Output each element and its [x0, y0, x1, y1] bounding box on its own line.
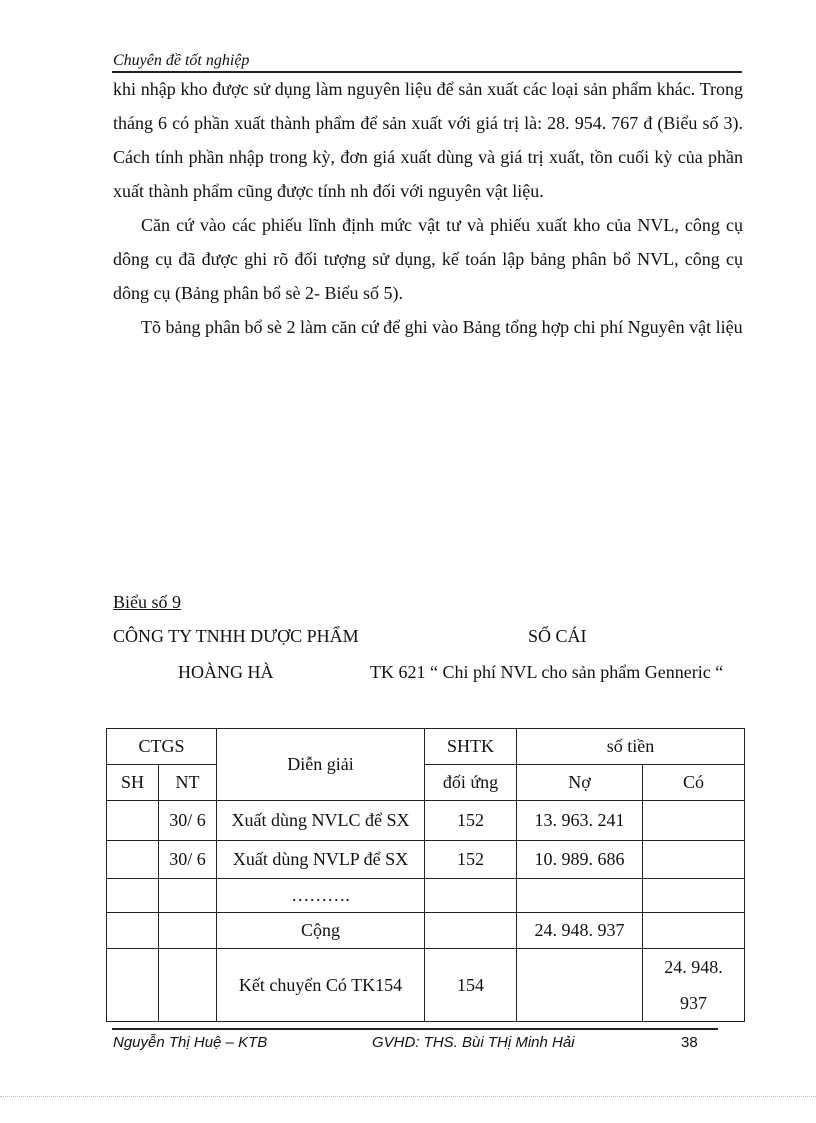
paragraph-2: Căn cứ vào các phiếu lĩnh định mức vật tư và phiếu xuất kho của NVL, công cụ dông cụ đã được ghi rõ đối tượng sử dụng, kế toán lập bảng phân bổ NVL, công cụ dông cụ (Bảng phân bổ sè 2- Biểu số 5). [113, 215, 743, 303]
header-co: Có [643, 765, 745, 801]
cell-nt: 30/ 6 [159, 801, 217, 841]
cell-nt [159, 879, 217, 913]
cell-sh [107, 801, 159, 841]
table-row [107, 841, 745, 879]
cell-no: 10. 989. 686 [517, 841, 643, 879]
footer-advisor: GVHD: THS. Bùi THị Minh Hải [372, 1034, 575, 1051]
cell-sh [107, 879, 159, 913]
cell-sh [107, 841, 159, 879]
header-doi-ung: đối ứng [425, 765, 517, 801]
table-subheader-row [107, 765, 745, 801]
cell-shtk: 152 [425, 801, 517, 841]
paragraph-1: khi nhập kho được sử dụng làm nguyên liệu để sản xuất các loại sản phẩm khác. Trong tháng 6 có phần xuất thành phẩm để sản xuất với giá trị là: 28. 954. 767 đ (Biểu số 3). Cách tính phần nhập trong kỳ, đơn giá xuất dùng và giá trị xuất, tồn cuối kỳ của phần xuất thành phẩm cũng được tính nh đối với nguyên vật liệu. [113, 79, 743, 201]
cell-co [643, 841, 745, 879]
cell-no [517, 949, 643, 1022]
cell-nt: 30/ 6 [159, 841, 217, 879]
cell-nt [159, 913, 217, 949]
cell-co [643, 949, 745, 1022]
table-header-row [107, 729, 745, 765]
header-dien-giai: Diễn giải [217, 729, 425, 801]
cell-no: 13. 963. 241 [517, 801, 643, 841]
cell-co-line2: 937 [680, 993, 707, 1013]
cell-dien-giai: Xuất dùng NVLC để SX [217, 801, 425, 841]
page-number: 38 [681, 1034, 698, 1051]
cell-sh [107, 913, 159, 949]
table-row [107, 801, 745, 841]
header-no: Nợ [517, 765, 643, 801]
company-name-line2: HOÀNG HÀ [178, 662, 274, 682]
cell-shtk [425, 879, 517, 913]
header-so-tien: số tiền [517, 729, 745, 765]
page-header-title: Chuyên đề tốt nghiệp [113, 52, 250, 69]
paragraph-3: Tõ bảng phân bổ sè 2 làm căn cứ để ghi vào Bảng tổng hợp chi phí Nguyên vật liệu [141, 317, 743, 337]
footer-author: Nguyễn Thị Huệ – KTB [113, 1034, 268, 1051]
cell-dien-giai: Kết chuyển Có TK154 [217, 949, 425, 1022]
footer-divider [112, 1028, 718, 1030]
cell-sh [107, 949, 159, 1022]
ledger-title: SỔ CÁI [528, 626, 587, 646]
table-row [107, 879, 745, 913]
header-nt: NT [159, 765, 217, 801]
cell-nt [159, 949, 217, 1022]
cell-shtk [425, 913, 517, 949]
exhibit-label: Biểu số 9 [113, 592, 182, 612]
cell-no [517, 879, 643, 913]
account-title: TK 621 “ Chi phí NVL cho sản phẩm Genneric “ [370, 662, 724, 682]
header-sh: SH [107, 765, 159, 801]
cell-co-line1: 24. 948. [664, 957, 723, 977]
cell-dien-giai: ………. [217, 879, 425, 913]
header-ctgs: CTGS [107, 729, 217, 765]
cell-dien-giai: Xuất dùng NVLP để SX [217, 841, 425, 879]
cell-co [643, 801, 745, 841]
cell-no: 24. 948. 937 [517, 913, 643, 949]
cell-dien-giai: Cộng [217, 913, 425, 949]
cell-co [643, 913, 745, 949]
table-row-transfer [107, 949, 745, 1022]
cell-co [643, 879, 745, 913]
company-name-line1: CÔNG TY TNHH DƯỢC PHẨM [113, 626, 359, 646]
cell-shtk: 154 [425, 949, 517, 1022]
table-row-total [107, 913, 745, 949]
cell-shtk: 152 [425, 841, 517, 879]
page-edge-dotted-line [0, 1096, 816, 1097]
ledger-table [106, 728, 745, 1022]
header-shtk: SHTK [425, 729, 517, 765]
